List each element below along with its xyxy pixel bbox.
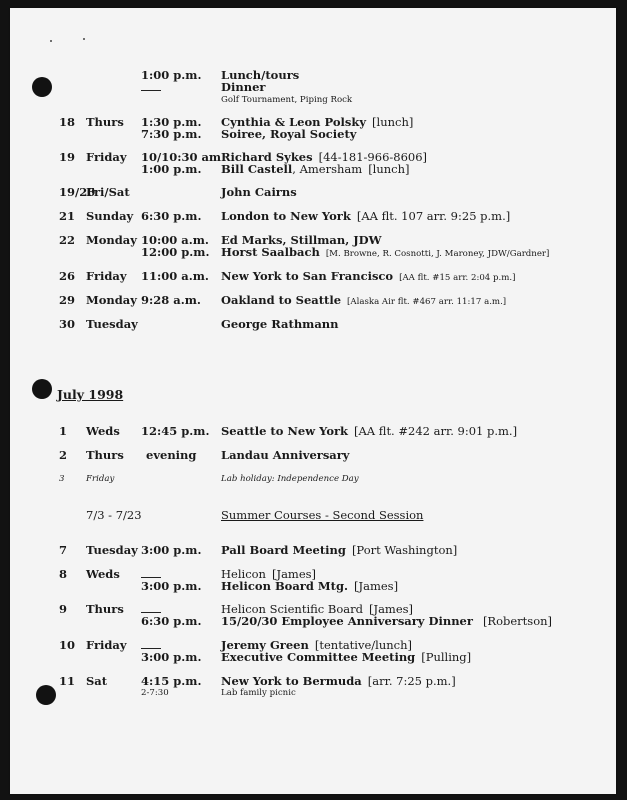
event-note: [Robertson]: [482, 614, 553, 628]
weekday: Thurs: [86, 602, 124, 616]
event-title: Lab holiday: Independence Day: [221, 474, 359, 484]
event-title: New York to San Francisco: [221, 269, 394, 283]
schedule-row: [10, 650, 616, 664]
weekday: Monday: [86, 293, 137, 307]
event-title: Jeremy Green: [221, 638, 309, 652]
event-subtitle: , Amersham: [292, 162, 363, 176]
weekday: Sunday: [86, 209, 134, 223]
day-number: 22: [59, 233, 76, 247]
event-title: Lab family picnic: [221, 688, 296, 698]
event-time: 7:30 p.m.: [141, 127, 202, 141]
event-time: 2-7:30: [141, 688, 169, 698]
month-heading: July 1998: [57, 387, 124, 402]
day-number: 19: [59, 150, 76, 164]
event-time: 4:15 p.m.: [141, 674, 202, 688]
event-title: Cynthia & Leon Polsky: [221, 115, 367, 129]
event-time: 9:28 a.m.: [141, 293, 201, 307]
event-title: Lunch/tours: [221, 68, 300, 82]
schedule-row: [10, 127, 616, 141]
event-title: George Rathmann: [221, 317, 339, 331]
event-title: Executive Committee Meeting: [221, 650, 416, 664]
weekday: Tuesday: [86, 317, 138, 331]
event-title: Summer Courses - Second Session: [221, 508, 424, 522]
event-time: 1:00 p.m.: [141, 68, 202, 82]
event-time: 10/10:30 am: [141, 150, 222, 164]
schedule-row: [10, 472, 616, 486]
event-title: Golf Tournament, Piping Rock: [221, 95, 353, 105]
weekday: Friday: [86, 474, 115, 484]
document-page: [10, 8, 616, 794]
event-time: 3:00 p.m.: [141, 579, 202, 593]
event-note: [Alaska Air flt. #467 arr. 11:17 a.m.]: [347, 297, 507, 307]
day-number: 19/20: [59, 185, 96, 199]
day-number: 7: [59, 543, 68, 557]
event-note: [44-181-966-8606]: [318, 150, 428, 164]
weekday: Thurs: [86, 115, 124, 129]
event-note: [James]: [354, 579, 399, 593]
day-number: 11: [59, 674, 76, 688]
schedule-row: [10, 209, 616, 223]
schedule-row: [10, 686, 616, 700]
schedule-row: [10, 245, 616, 259]
day-number: 30: [59, 317, 76, 331]
event-note: [M. Browne, R. Cosnotti, J. Maroney, JDW/Gardner]: [325, 249, 550, 259]
weekday: Weds: [86, 424, 120, 438]
event-time: 3:00 p.m.: [141, 543, 202, 557]
event-note: [arr. 7:25 p.m.]: [367, 674, 456, 688]
event-note: [Port Washington]: [351, 543, 458, 557]
day-number: 26: [59, 269, 76, 283]
event-time: 1:30 p.m.: [141, 115, 202, 129]
event-time: 10:00 a.m.: [141, 233, 209, 247]
weekday: Tuesday: [86, 543, 138, 557]
schedule-row: [10, 93, 616, 107]
schedule-row: [10, 185, 616, 199]
event-note: [James]: [271, 567, 317, 581]
schedule-row: [10, 579, 616, 593]
day-number: 18: [59, 115, 76, 129]
weekday: Monday: [86, 233, 137, 247]
weekday: Weds: [86, 567, 120, 581]
schedule-row: [10, 508, 616, 522]
schedule-row: [10, 293, 616, 307]
day-number: 9: [59, 602, 68, 616]
event-title: London to New York: [221, 209, 351, 223]
weekday: Friday: [86, 150, 127, 164]
weekday: Fri/Sat: [86, 185, 130, 199]
day-number: 8: [59, 567, 68, 581]
event-time: 6:30 p.m.: [141, 209, 202, 223]
day-number: 3: [59, 474, 65, 484]
event-title: Horst Saalbach: [221, 245, 320, 259]
event-note: [James]: [368, 602, 414, 616]
schedule-row: [10, 317, 616, 331]
event-title: Soiree, Royal Society: [221, 127, 357, 141]
event-note: [AA flt. 107 arr. 9:25 p.m.]: [356, 209, 511, 223]
time-blank-line: [141, 80, 161, 94]
schedule-row: [10, 543, 616, 557]
event-time: 12:00 p.m.: [141, 245, 210, 259]
schedule-row: [10, 162, 616, 176]
weekday: Thurs: [86, 448, 124, 462]
event-title: Richard Sykes: [221, 150, 313, 164]
event-time: 3:00 p.m.: [141, 650, 202, 664]
day-number: 29: [59, 293, 76, 307]
event-note: [AA flt. #15 arr. 2:04 p.m.]: [399, 273, 516, 283]
day-number: 10: [59, 638, 76, 652]
event-note: [Pulling]: [421, 650, 472, 664]
speck: [50, 40, 52, 42]
event-title: Landau Anniversary: [221, 448, 350, 462]
event-title: Bill Castell: [221, 162, 293, 176]
schedule-row: [10, 80, 616, 94]
weekday: Friday: [86, 638, 127, 652]
event-title: Seattle to New York: [221, 424, 349, 438]
event-note: [AA flt. #242 arr. 9:01 p.m.]: [354, 424, 518, 438]
event-time: 12:45 p.m.: [141, 424, 210, 438]
event-note: [lunch]: [372, 115, 414, 129]
event-title: Oakland to Seattle: [221, 293, 342, 307]
event-title: Helicon: [221, 567, 266, 581]
speck: [83, 38, 85, 40]
event-note: [tentative/lunch]: [314, 638, 412, 652]
event-title: Ed Marks, Stillman, JDW: [221, 233, 382, 247]
month-heading-row: [10, 388, 616, 402]
schedule-row: [10, 424, 616, 438]
event-time: 1:00 p.m.: [141, 162, 202, 176]
day-number: 2: [59, 448, 68, 462]
weekday: 7/3 - 7/23: [86, 508, 142, 522]
weekday: Sat: [86, 674, 108, 688]
weekday: Friday: [86, 269, 127, 283]
event-time: 11:00 a.m.: [141, 269, 209, 283]
day-number: 1: [59, 424, 68, 438]
schedule-row: [10, 448, 616, 462]
event-title: Helicon Board Mtg.: [221, 579, 348, 593]
event-time: evening: [146, 448, 197, 462]
event-time: 6:30 p.m.: [141, 614, 202, 628]
event-title: John Cairns: [221, 185, 297, 199]
day-number: 21: [59, 209, 76, 223]
event-title: 15/20/30 Employee Anniversary Dinner: [221, 614, 473, 628]
event-title: Dinner: [221, 80, 266, 94]
schedule-row: [10, 614, 616, 628]
event-title: Helicon Scientific Board: [221, 602, 363, 616]
event-title: New York to Bermuda: [221, 674, 362, 688]
event-title: Pall Board Meeting: [221, 543, 346, 557]
schedule-row: [10, 269, 616, 283]
event-note: [lunch]: [368, 162, 410, 176]
